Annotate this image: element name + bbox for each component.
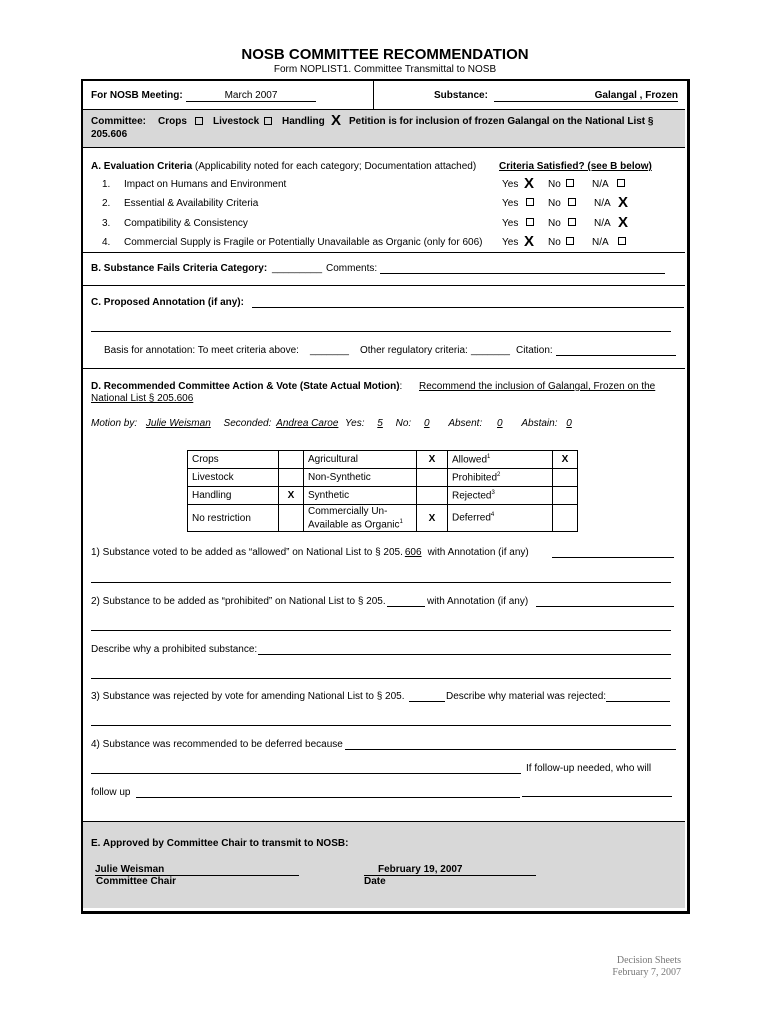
meeting-field[interactable]: March 2007 [186,90,316,102]
grid-cell-cont: Available as Organic [308,519,400,531]
footer-line-1: Decision Sheets [616,955,681,966]
criteria-1-yes-mark[interactable]: X [524,175,535,192]
rejected-describe-label: Describe why material was rejected: [446,691,607,702]
meeting-label: For NOSB Meeting: [91,90,183,101]
rejected-describe-line[interactable] [91,715,671,726]
chair-name-field[interactable]: Julie Weisman [95,864,299,876]
citation-field[interactable] [556,345,676,356]
criteria-4-no-checkbox[interactable] [566,237,574,245]
criteria-4-na-checkbox[interactable] [618,237,626,245]
criteria-yes-label: Yes [502,218,519,229]
criteria-3-na-mark[interactable]: X [618,214,629,231]
basis-label: Basis for annotation: To meet criteria above: [104,345,299,356]
motion-by-field[interactable]: Julie Weisman [145,418,211,429]
seconded-label: Seconded: [223,418,272,429]
criteria-2-na-mark[interactable]: X [618,194,629,211]
criteria-num-4: 4. [102,237,111,248]
category-grid [187,450,578,532]
grid-cell: Deferred [452,512,491,524]
substance-label: Substance: [434,90,488,101]
abstain-label: Abstain: [521,418,558,429]
criteria-na-label: N/A [592,237,609,248]
yes-vote-field[interactable]: 5 [377,418,383,429]
recommended-action-field[interactable]: Recommend the inclusion of Galangal, Frozen on the [419,381,656,392]
grid-check-cell[interactable] [279,451,304,469]
outcome-4-text: 4) Substance was recommended to be deferred because [91,739,343,750]
comments-label: Comments: [326,263,378,274]
criteria-text-2: Essential & Availability Criteria [124,198,259,209]
rejected-describe-field[interactable] [606,691,670,702]
basis-criteria-field[interactable]: _______ [310,345,349,356]
grid-check-cell[interactable] [553,505,578,532]
outcome-1-annotation-field[interactable] [552,547,674,558]
criteria-1-na-checkbox[interactable] [617,179,625,187]
fails-category-field[interactable]: _________ [272,263,323,274]
section-c-label: C. Proposed Annotation (if any): [91,297,244,308]
other-criteria-field[interactable]: _______ [471,345,510,356]
grid-check-cell[interactable] [417,469,448,487]
outcome-1-annotation-label: with Annotation (if any) [427,547,529,558]
outcome-2-text: 2) Substance to be added as “prohibited” on National List to § 205. [91,596,386,607]
grid-check-cell[interactable] [279,505,304,532]
seconded-field[interactable]: Andrea Caroe [276,418,339,429]
followup-label: follow up [91,787,131,798]
date-label: Date [364,876,386,887]
grid-check-cell[interactable] [417,487,448,505]
criteria-text-1: Impact on Humans and Environment [124,179,287,190]
section-e-label: E. Approved by Committee Chair to transmit to NOSB: [91,838,349,849]
crops-label: Crops [158,116,187,127]
outcome-2-annotation-line[interactable] [91,620,671,631]
criteria-yes-label: Yes [502,179,519,190]
criteria-num-3: 3. [102,218,111,229]
footer-line-2: February 7, 2007 [612,967,681,978]
criteria-no-label: No [548,179,561,190]
grid-footnote: 1 [399,518,403,525]
grid-check-cell[interactable]: X [279,487,304,505]
recommended-action-field-cont[interactable]: National List § 205.606 [91,393,194,404]
handling-check-mark[interactable]: X [331,112,342,129]
outcome-2-annotation-field[interactable] [536,596,674,607]
grid-row [188,469,578,487]
criteria-na-label: N/A [592,179,609,190]
criteria-2-no-checkbox[interactable] [568,198,576,206]
motion-by-label: Motion by: [91,418,138,429]
grid-check-cell[interactable]: X [417,505,448,532]
handling-label: Handling [282,116,325,127]
no-vote-field[interactable]: 0 [423,418,430,429]
other-criteria-label: Other regulatory criteria: [360,345,468,356]
grid-row [188,505,578,532]
criteria-na-label: N/A [594,218,611,229]
form-subtitle: Form NOPLIST1. Committee Transmittal to NOSB [273,64,497,75]
grid-row [188,487,578,505]
grid-cell: Allowed [452,454,488,466]
grid-check-cell[interactable] [279,469,304,487]
deferred-reason-field[interactable] [345,739,676,750]
substance-field[interactable]: Galangal , Frozen [494,90,678,102]
absent-field[interactable]: 0 [497,418,503,429]
criteria-num-1: 1. [102,179,111,190]
deferred-reason-line[interactable] [91,763,521,774]
chair-label: Committee Chair [96,876,177,887]
outcome-2-annotation-label: with Annotation (if any) [427,596,529,607]
prohibited-describe-line[interactable] [91,668,671,679]
criteria-na-label: N/A [594,198,611,209]
petition-text-cont: 205.606 [91,129,128,140]
grid-cell: Agricultural [304,451,417,469]
section-a-note: (Applicability noted for each category; Documentation attached) [194,161,477,172]
grid-cell: Synthetic [304,487,417,505]
grid-footnote: 2 [497,471,501,478]
grid-cell: Livestock [188,469,279,487]
citation-label: Citation: [516,345,553,356]
grid-cell: Prohibited [452,472,498,484]
crops-checkbox[interactable] [195,117,203,125]
annotation-field[interactable] [252,297,684,308]
criteria-header: Criteria Satisfied? (see B below) [499,161,652,172]
grid-cell: No restriction [188,505,279,532]
committee-label: Committee: [91,116,147,127]
absent-label: Absent: [448,418,483,429]
criteria-num-2: 2. [102,198,111,209]
yes-vote-label: Yes: [345,418,365,429]
no-vote-label: No: [395,418,412,429]
petition-text: Petition is for inclusion of frozen Galangal on the National List § [349,116,654,127]
grid-footnote: 3 [491,489,495,496]
grid-check-cell[interactable]: X [417,451,448,469]
grid-cell: Rejected [452,490,492,502]
grid-check-cell[interactable] [553,469,578,487]
criteria-1-no-checkbox[interactable] [566,179,574,187]
followup-person-field[interactable] [522,786,672,797]
page-title: NOSB COMMITTEE RECOMMENDATION [241,46,529,63]
criteria-2-yes-checkbox[interactable] [526,198,534,206]
criteria-3-yes-checkbox[interactable] [526,218,534,226]
prohibited-describe-field[interactable] [258,644,671,655]
grid-row [188,451,578,469]
grid-cell: Handling [188,487,279,505]
livestock-label: Livestock [213,116,260,127]
date-field[interactable]: February 19, 2007 [364,864,536,876]
grid-footnote: 4 [490,512,495,519]
outcome-1-annotation-line[interactable] [91,572,671,583]
grid-cell: Commercially Un- [308,505,388,517]
criteria-3-no-checkbox[interactable] [568,218,576,226]
criteria-no-label: No [548,237,561,248]
grid-footnote: 1 [487,453,491,460]
criteria-yes-label: Yes [502,237,519,248]
outcome-1-text: 1) Substance voted to be added as “allowed” on National List to § 205. [91,547,403,558]
criteria-text-3: Compatibility & Consistency [124,218,248,229]
section-a-title: A. Evaluation Criteria [91,161,193,172]
comments-field[interactable] [380,263,665,274]
outcome-1-section-field[interactable]: 606 [404,547,422,558]
abstain-field[interactable]: 0 [566,418,572,429]
followup-line[interactable] [136,787,520,798]
criteria-text-4: Commercial Supply is Fragile or Potentially Unavailable as Organic (only for 606) [124,237,483,248]
followup-question: If follow-up needed, who will [526,763,652,774]
criteria-no-label: No [548,218,561,229]
grid-cell: Non-Synthetic [304,469,417,487]
outcome-3-text: 3) Substance was rejected by vote for amending National List to § 205. [91,691,405,702]
criteria-yes-label: Yes [502,198,519,209]
prohibited-describe-label: Describe why a prohibited substance: [91,644,258,655]
criteria-4-yes-mark[interactable]: X [524,233,535,250]
grid-check-cell[interactable] [553,487,578,505]
livestock-checkbox[interactable] [264,117,272,125]
outcome-3-section-field[interactable] [409,691,445,702]
criteria-no-label: No [548,198,561,209]
section-b-label: B. Substance Fails Criteria Category: [91,263,268,274]
grid-check-cell[interactable]: X [553,451,578,469]
annotation-field-line-2[interactable] [91,321,671,332]
grid-cell: Crops [188,451,279,469]
outcome-2-section-field[interactable] [387,596,425,607]
section-d-label: D. Recommended Committee Action & Vote (State Actual Motion) [91,381,400,392]
